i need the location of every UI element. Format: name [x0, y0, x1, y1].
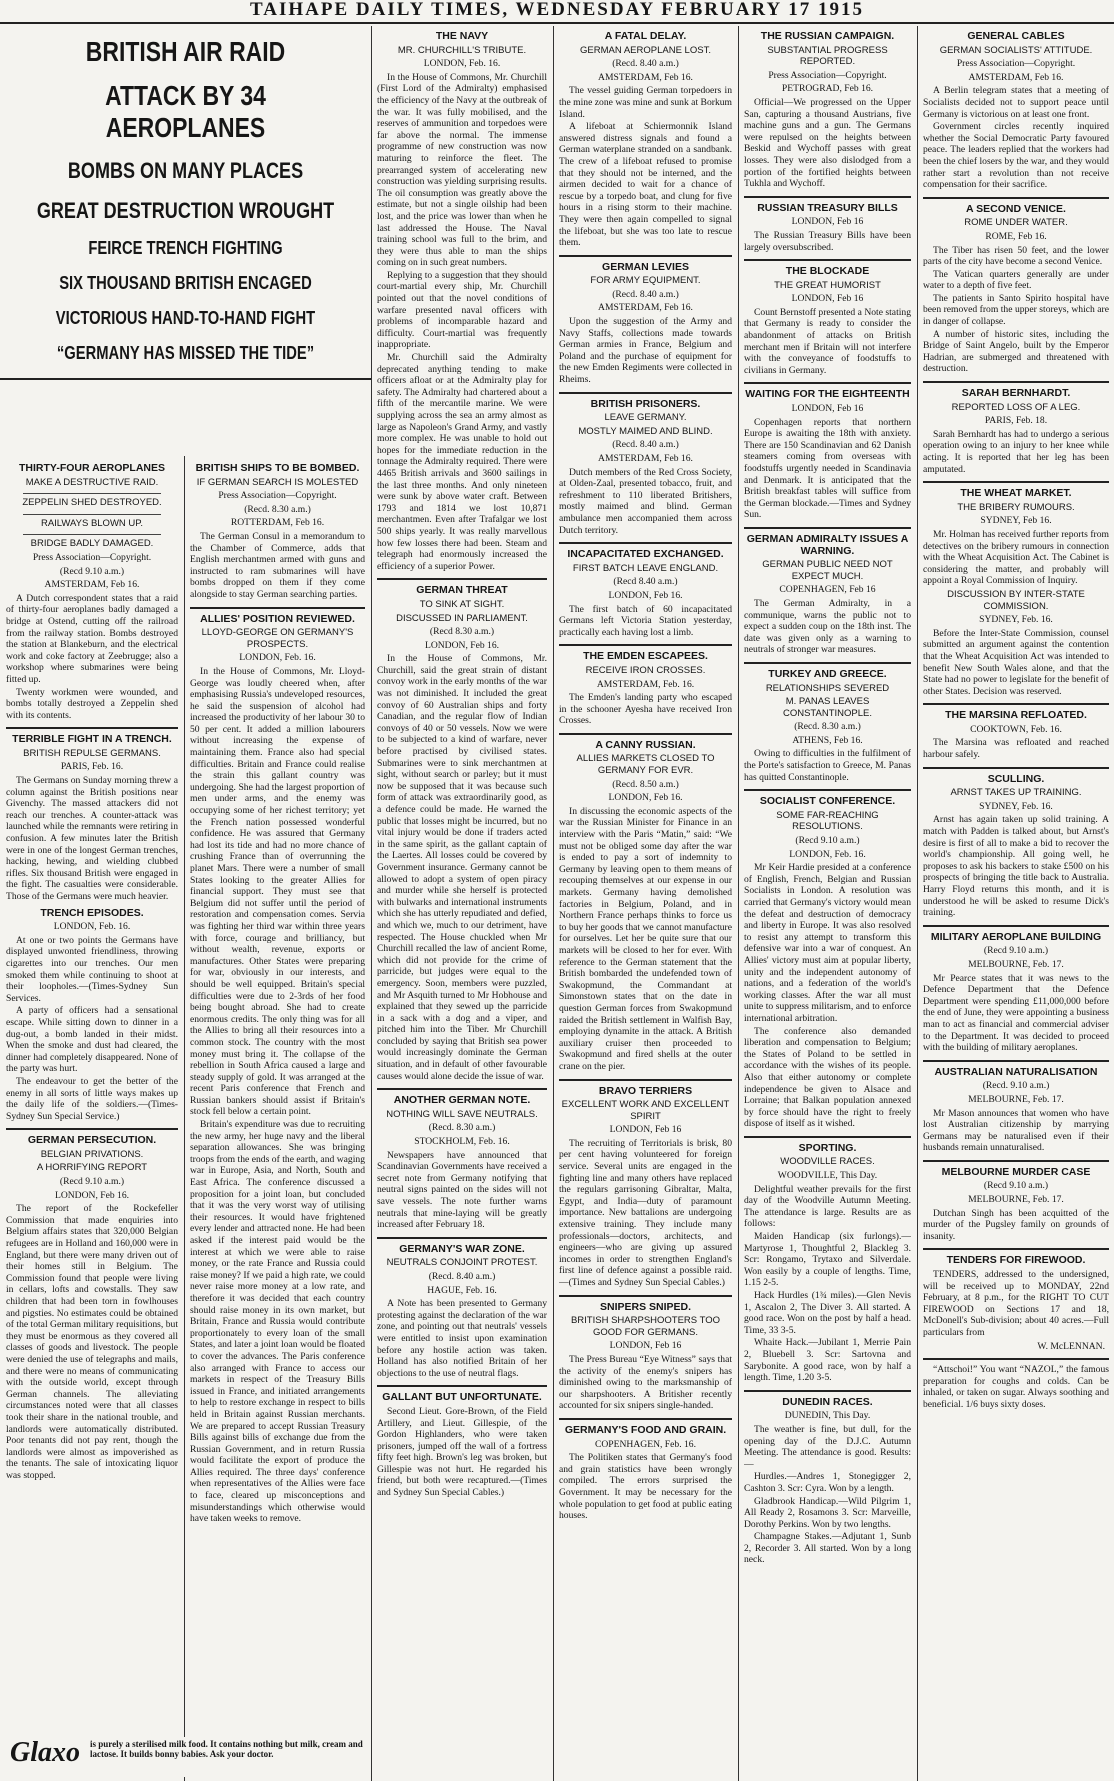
paragraph: The weather is fine, but dull, for the opening day of the D.J.C. Autumn Meeting. The attendance is good. Results:— [744, 1423, 911, 1470]
article-headline: THE NAVY [435, 30, 489, 42]
paragraph: The Vatican quarters generally are under water to a depth of five feet. [923, 268, 1109, 292]
paragraph: Mr Mason announces that women who have lost Australian citizenship by marrying Germans may be naturalised even if their husbands remain unnaturalised. [923, 1107, 1109, 1154]
paragraph: Dutchan Singh has been acquitted of the murder of the Pugsley family on grounds of insanity. [923, 1207, 1109, 1242]
subhead: RAILWAYS BLOWN UP. [40, 517, 144, 529]
dateline: LONDON, Feb 16. [608, 589, 683, 601]
column-rule [371, 26, 372, 1781]
dateline: MELBOURNE, Feb. 17. [968, 958, 1064, 970]
received-time: (Recd. 8.40 a.m.) [428, 1270, 496, 1282]
article-headline: AUSTRALIAN NATURALISATION [934, 1065, 1098, 1078]
received-time: (Recd. 8.50 a.m.) [612, 778, 679, 790]
article-headline: THE WHEAT MARKET. [960, 487, 1072, 500]
paragraph: The Tiber has risen 50 feet, and the lower parts of the city have become a second Venice. [923, 244, 1109, 268]
dateline: PETROGRAD, Feb 16. [781, 83, 874, 95]
paragraph: Hack Hurdles (1¾ miles).—Glen Nevis 1, Ascalon 2, The Diver 3. All started. A good race. Won on the post by half a head. Time, 33 3-5. [744, 1290, 911, 1336]
dateline: AMSTERDAM, Feb 16. [968, 71, 1064, 83]
subhead: FOR ARMY EQUIPMENT. [590, 275, 701, 287]
dateline: AMSTERDAM, Feb. 16. [596, 678, 695, 690]
column-5 [744, 26, 911, 1781]
paragraph: Delightful weather prevails for the first day of the Woodville Autumn Meeting. The attendance is large. Results are as follows: [744, 1183, 911, 1230]
paragraph: A Dutch correspondent states that a raid of thirty-four aeroplanes badly damaged a bridge at Ostend, cutting off the railroad from the railway station. Bombs destroyed the station at Blankeburn, and the electrical work and coke factory at Zeebrugge; also a workshop where submarines were being fitted up. [6, 592, 178, 685]
headline: FEIRCE TRENCH FIGHTING [88, 238, 283, 258]
subhead: M. PANAS LEAVES CONSTANTINOPLE. [782, 696, 873, 719]
dateline: AMSTERDAM, Feb 16. [598, 302, 693, 314]
article-headline: A SECOND VENICE. [966, 202, 1066, 215]
headline: ATTACK BY 34 AEROPLANES [105, 80, 266, 143]
article-headline: MILITARY AEROPLANE BUILDING [930, 930, 1102, 943]
dateline: LONDON, Feb. 16. [239, 652, 316, 664]
headline: “GERMANY HAS MISSED THE TIDE” [56, 343, 315, 363]
subhead: ROME UNDER WATER. [964, 217, 1068, 229]
column-rule [553, 26, 554, 1781]
subhead: BRITISH SHARPSHOOTERS TOO GOOD FOR GERMANS. [570, 1315, 721, 1338]
paragraph: Whaite Hack.—Jubilant 1, Merrie Pain 2, Bluebell 3. Scr: Sartovna and Sarybonite. A good race, won by half a length. Time, 1.20 3-5. [744, 1337, 911, 1384]
article-headline: THIRTY-FOUR AEROPLANES [18, 462, 166, 474]
dateline: LONDON, Feb 16. [54, 1189, 130, 1201]
received-time: (Recd 9.10 a.m.) [983, 1180, 1049, 1192]
headline: BOMBS ON MANY PLACES [67, 158, 304, 183]
dateline: LONDON, Feb. 16. [53, 921, 131, 933]
subhead: SUBSTANTIAL PROGRESS REPORTED. [767, 44, 888, 68]
dateline: ROME, Feb 16. [985, 230, 1047, 242]
dateline: STOCKHOLM, Feb. 16. [414, 1136, 510, 1148]
article-headline: SARAH BERNHARDT. [961, 387, 1071, 400]
paragraph: In the House of Commons, Mr. Churchill, said the great strain of distant convoy work in the early months of the war was not diminished. It included the great convoy of 60 Australian ships and forty Canadian, and the regular flow of Indian convoys of 40 or 50 vessels. Now we were to be subjected to a kind of warfare, never before practised by civilised states. Submarines were to sink merchantmen at sight, without search or parley; but it must now be supposed that it was because such form of attack was extraordinarily good, as a defence could be made. He warned the public that losses might be incurred, but no vital injury would be done if traders acted in the same spirit, as the gallant captain of the Laertes. All losses could be covered by Government insurance. Germany cannot be allowed to adopt a system of open piracy and murder while she herself is protected with bulwarks and international instruments which she has utterly repudiated and defied, and which we, much to our detriment, have respected. The House chuckled when Mr Churchill recalled the law of ancient Rome, which did not provide for the crime of parricide, but judges were equal to the emergency. Soon, members were puzzled, and Mr Asquith turned to Mr Hobhouse and explained that they sewed up the parricide in a sack with a dog and a viper, and pitched him into the Tiber. Mr Churchill concluded by saying that British sea power would increasingly dominate the German situation, and in default of other favourable causes would alone decide the issue of war. [377, 653, 547, 1082]
received-time: (Recd 9.10 a.m.) [59, 565, 125, 577]
received-time: (Recd 8.40 a.m.) [613, 576, 678, 588]
paragraph: Mr. Holman has received further reports from detectives on the bribery rumours in connection with the Wheat Acquisition Act. The Cabinet is considering the matter, and probably will appoint a Royal Commission of Inquiry. [923, 528, 1109, 587]
dateline: LONDON, Feb 16. [424, 639, 500, 651]
article-headline: A FATAL DELAY. [604, 30, 687, 42]
article-headline: SCULLING. [987, 772, 1045, 785]
article-headline: BRITISH PRISONERS. [590, 397, 701, 410]
subhead: THE GREAT HUMORIST [774, 279, 881, 291]
paragraph: A party of officers had a sensational escape. While sitting down to dinner in a dug-out, a bomb landed in their midst. When the smoke and dust had cleared, the dinner had completely disappeared. None of the party was hurt. [6, 1005, 178, 1075]
article-headline: TERRIBLE FIGHT IN A TRENCH. [12, 733, 172, 746]
article-headline: GENERAL CABLES [967, 30, 1065, 42]
paragraph: The first batch of 60 incapacitated Germans left Victoria Station yesterday, practically each having lost a limb. [559, 603, 732, 638]
paragraph: Owing to difficulties in the fulfilment of the Porte's satisfaction to Greece, M. Panas has quitted Constantinople. [744, 748, 911, 783]
dateline: LONDON, Feb 16 [609, 1340, 682, 1352]
advert-text: “Attschoi!” You want “NAZOL,” the famous preparation for coughs and colds. Can be inhaled, or taken on sugar. Always soothing and beneficial. 1/6 buys sixty doses. [923, 1364, 1109, 1410]
article-headline: TURKEY AND GREECE. [768, 667, 887, 680]
paragraph: At one or two points the Germans have displayed unwonted friendliness, throwing cigarettes into our trenches. Our men smoked them while continuing to shoot at their loopholes.—(Times-Sydney Sun Services. [6, 934, 178, 1004]
paragraph: Britain's expenditure was due to recruiting the new army, her huge navy and the liberal separation allowances. She was bringing troops from the ends of the earth, and waging war in Europe, Asia, and North, South and East Africa. The conference discussed a proposition for a joint loan, but concluded that it was the very worst way of utilising their resources. It would have frightened every lender and attracted none. He had been asked if the interest paid would be the interest at which we were able to raise money, or the rate France and Russia could raise money? If we paid a high rate, we could never raise more money at a low rate, and therefore it was decided that each country should raise money in its own market, but Britain, France and Russia would contribute proportionately to every loan of the small States, and later a joint loan would be floated to cover the advances. The Paris conference also arranged with France to access our markets in respect of the Treasury Bills issued in France, and initiated arrangements to help to restore exchange in respect to bills held in Britain against Russian merchants. We are prepared to accept Russian Treasury Bills against bills of exchange due from the Russian Government, and in return Russia would facilitate the export of produce the Allies required. The three days' conference when representatives of the Allies were face to face, cleared up misconceptions and misunderstandings which otherwise would have taken weeks to remove. [190, 1119, 365, 1525]
subhead: FIRST BATCH LEAVE ENGLAND. [572, 562, 719, 574]
article-headline: SPORTING. [798, 1141, 857, 1154]
masthead: TAIHAPE DAILY TIMES, WEDNESDAY FEBRUARY 17 1915 [0, 0, 1114, 24]
paragraph: Official—We progressed on the Upper San, capturing a thousand Austrians, five machine guns and a gun. The Germans were repulsed on the heights between Beskid and Wychoff passes with great losses. They were also dislodged from a portion of the fortified heights between Tukhla and Wychoff. [744, 96, 911, 190]
advert-headline: TENDERS FOR FIREWOOD. [946, 1254, 1086, 1267]
dateline: LONDON, Feb. 16. [789, 848, 866, 860]
paragraph: The Germans on Sunday morning threw a column against the British positions near Givenchy. The massed attackers did not reach our trenches. A counter-attack was launched while the remnants were retiring in confusion. A few minutes later the British were in one of the longest German trenches, hacking, hewing, and wielding clubbed rifles. Six thousand British were engaged in the fight. The casualties were considerable. Those of the Germans were much heavier. [6, 775, 178, 902]
dateline: LONDON, Feb 16 [791, 216, 864, 228]
article-headline: BRAVO TERRIERS [598, 1084, 693, 1097]
article-headline: THE MARSINA REFLOATED. [945, 709, 1087, 722]
subhead: MAKE A DESTRUCTIVE RAID. [25, 476, 159, 488]
article-headline: GERMAN ADMIRALTY ISSUES A WARNING. [746, 532, 909, 557]
article-headline: GALLANT BUT UNFORTUNATE. [382, 1391, 542, 1404]
subhead: GERMAN PUBLIC NEED NOT EXPECT MUCH. [762, 559, 893, 582]
subhead: DISCUSSED IN PARLIAMENT. [396, 612, 528, 624]
credit: Press Association—Copyright. [218, 490, 337, 502]
article-headline: THE EMDEN ESCAPEES. [583, 650, 708, 663]
paragraph: The German Consul in a memorandum to the Chamber of Commerce, adds that English merchantmen armed with guns and instructed to ram submarines will have bombs dropped on them if they come alongside to stay German searching parties. [190, 530, 365, 600]
subhead: LEAVE GERMANY. [604, 412, 687, 424]
column-3 [377, 26, 547, 1781]
subhead: SOME FAR-REACHING RESOLUTIONS. [776, 809, 879, 833]
subhead: RECEIVE IRON CROSSES. [585, 664, 706, 676]
article-headline: SNIPERS SNIPED. [599, 1300, 692, 1313]
dateline: COPENHAGEN, Feb. 16. [594, 1438, 696, 1450]
paragraph: Sarah Bernhardt has had to undergo a serious operation owing to an injury to her knee while acting. It is reported that her leg has been amputated. [923, 428, 1109, 475]
subhead: BELGIAN PRIVATIONS. [40, 1148, 144, 1160]
paragraph: Twenty workmen were wounded, and bombs totally destroyed a Zeppelin shed with its contents. [6, 686, 178, 721]
headline: BRITISH AIR RAID [85, 36, 286, 67]
paragraph: In discussing the economic aspects of the war the Russian Minister for Finance in an interview with the Paris “Matin,” said: “We must not be obliged some day after the war is ended to pay a sort of indemnity to Germany by leaving open to them means of recouping themselves at our expense in our markets. Germany having demolished factories in Belgium, Poland, and in Northern France perhaps thinks to force us to buy her goods that we cannot manufacture for ourselves. Let her be quite sure that our markets will be closed to her for ever. With reference to the German statement that the British bombarded the undefended town of Swakopmund, the Commandant at Simonstown states that on the date in question German forces from Swakopmund raided the British settlement in Walfish Bay, employing dynamite in the attack. A British auxiliary cruiser then proceeded to Swakopmund and fired shells at the outer crane on the pier. [559, 805, 732, 1072]
paragraph: A lifeboat at Schiermonnik Island answered distress signals and found a German waterplane stranded on a sandbank. The crew of a lifeboat refused to promise that they should not be interned, and the airmen decided to wait for a chance of rescue by a torpedo boat, and clung for five hours in a rising storm to their machine. They were then again compelled to signal the lifeboat, but she was too late to rescue them. [559, 121, 732, 249]
dateline: COPENHAGEN, Feb 16 [779, 584, 876, 596]
subhead: A HORRIFYING REPORT [36, 1162, 148, 1174]
column-rule [917, 26, 918, 1781]
dateline: WOODVILLE, This Day. [777, 1170, 878, 1182]
subhead: NOTHING WILL SAVE NEUTRALS. [386, 1108, 538, 1120]
article-headline: SOCIALIST CONFERENCE. [759, 795, 896, 808]
paragraph: Maiden Handicap (six furlongs).—Martyrose 1, Thoughtful 2, Blackleg 3. Scr: Rongamo, Trytaxo and Silverdale. Won easily by a couple of lengths. Time, 1.15 2-5. [744, 1231, 911, 1289]
subhead: EXCELLENT WORK AND EXCELLENT SPIRIT [561, 1099, 730, 1122]
received-time: (Recd. 8.30 a.m.) [794, 721, 861, 733]
article-headline: GERMAN THREAT [416, 584, 508, 597]
received-time: (Recd 9.10 a.m.) [59, 1176, 125, 1188]
advert-signature: W. McLENNAN. [1037, 1340, 1105, 1352]
paragraph: Arnst has again taken up solid training. A match with Padden is talked about, but Arnst's desire is first of all to make a bid to recover the world's championship. All going well, he proposes to ask his backers to stake £500 on his prospects of bringing the title back to Australia. Harry Floyd returns this month, and it is understood he will be asked to resume Dick's training. [923, 814, 1109, 919]
received-time: (Recd 9.10 a.m.) [795, 835, 860, 847]
dateline: MELBOURNE, Feb. 17. [968, 1093, 1064, 1105]
paragraph: Government circles recently inquired whether the Social Democratic Party favoured peace. The leaders replied that the workers had been the chief losers by the war, and they would rather start a revolution than not receive compensation for their sacrifice. [923, 121, 1109, 191]
article-headline: ALLIES' POSITION REVIEWED. [200, 612, 355, 625]
credit: Press Association—Copyright. [32, 551, 152, 563]
article-headline: A CANNY RUSSIAN. [595, 738, 696, 751]
article-headline: DUNEDIN RACES. [782, 1395, 873, 1408]
paragraph: Champagne Stakes.—Adjutant 1, Sunb 2, Recorder 3. All started. Won by a long neck. [744, 1531, 911, 1566]
paragraph: Dutch members of the Red Cross Society, at Olden-Zaal, presented tobacco, fruit, and refreshment to 110 liberated Britishers, mostly maimed and blind. German ambulance men accompanied them across Dutch territory. [559, 466, 732, 536]
dateline: PARIS, Feb. 16. [60, 761, 124, 773]
main-headline-block [0, 26, 371, 456]
article-headline: GERMAN PERSECUTION. [27, 1134, 157, 1147]
article-headline: RUSSIAN TREASURY BILLS [757, 201, 898, 214]
received-time: (Recd. 8.30 a.m.) [428, 1122, 496, 1134]
headline: SIX THOUSAND BRITISH ENCAGED [59, 273, 312, 293]
dateline: LONDON, Feb 16 [791, 403, 864, 415]
paragraph: The Politiken states that Germany's food and grain statistics have been wrongly compiled. The errors surprised the Government. It may be necessary for the whole population to get food at public eating houses. [559, 1452, 732, 1522]
article-headline: ANOTHER GERMAN NOTE. [393, 1094, 531, 1107]
paragraph: The Marsina was refloated and reached harbour safely. [923, 737, 1109, 761]
paragraph: Second Lieut. Gore-Brown, of the Field Artillery, and Lieut. Gillespie, of the Gordon Highlanders, who were taken prisoners, jumped off the wall of a fortress fifty feet high. Brown's leg was broken, but Gillespie was not hurt. He regarded his friend, but both were recaptured.—(Times and Sydney Sun Special Cables.) [377, 1405, 547, 1499]
advert-text: TENDERS, addressed to the undersigned, will be received up to MONDAY, 22nd February, at 8 p.m., for the RIGHT TO CUT FIREWOOD on Sections 17 and 18, McDonell's Sub-division; about 40 acres.—Full particulars from [923, 1269, 1109, 1338]
paragraph: Newspapers have announced that Scandinavian Governments have received a secret note from Germany notifying that neutral signs painted on the sides will not save vessels. The note further warns neutrals that mine-laying will be greatly increased after February 18. [377, 1149, 547, 1231]
glaxo-advert [10, 1737, 370, 1777]
dateline: ROTTERDAM, Feb 16. [230, 517, 325, 529]
dateline: HAGUE, Feb. 16. [427, 1284, 497, 1296]
paragraph: A Berlin telegram states that a meeting of Socialists decided not to support peace until Germany is victorious on at least one front. [923, 85, 1109, 120]
dateline: LONDON, Feb 16. [608, 792, 683, 804]
dateline: COOKTOWN, Feb. 16. [970, 723, 1062, 735]
paragraph: Mr Keir Hardie presided at a conference of English, French, Belgian and Russian Socialists in London. A resolution was carried that Germany's victory would mean the defeat and destruction of democracy and liberty in Europe. It was also resolved to resist any attempt to transform this defensive war into a war of conquest. An Allies' victory must aim at popular liberty, unity and the independent autonomy of nations, and a federation of the world's working classes. After the war all must unite to suppress militarism, and to enforce international arbitration. [744, 862, 911, 1024]
dateline: DUNEDIN, This Day. [784, 1410, 871, 1422]
article-headline: WAITING FOR THE EIGHTEENTH [745, 388, 910, 401]
subhead: NEUTRALS CONJOINT PROTEST. [386, 1257, 538, 1269]
article-headline: THE RUSSIAN CAMPAIGN. [760, 30, 895, 42]
subhead: MOSTLY MAIMED AND BLIND. [578, 425, 713, 437]
article-headline: GERMAN LEVIES [602, 260, 689, 273]
subhead: MR. CHURCHILL'S TRIBUTE. [397, 44, 527, 56]
paragraph: Replying to a suggestion that they should court-martial every ship, Mr. Churchill pointed out that the novel conditions of warfare presented naval officers with problems of incomparable hazard and difficulty. Court-martial was frequently inappropriate. [377, 269, 547, 351]
paragraph: The report of the Rockefeller Commission that made enquiries into Belgium affairs states that 320,000 Belgian refugees are in Holland and 160,000 were in England, but there were many driven out of their homes still in Belgium. The Commission found that people were living in cellars, lofts and cowstalls. They saw children that had been torn in fowlhouses and pigsties. No estimates could be obtained of the total German military requisitions, but they must be enormous as they covered all classes of goods and livestock. The people were denied the use of telegraphs and mails, and there were no means of communicating with the outside world, except through German channels. The alleviating circumstances noted were that all classes took their share in the national trouble, and landlords were automatically distributed. Poor tenants did not pay rent, though the landlords were almost as impoverished as the tenants. The sale of intoxicating liquor was stopped. [6, 1203, 178, 1481]
paragraph: The Emden's landing party who escaped in the schooner Ayesha have received Iron Crosses. [559, 692, 732, 727]
dateline: SYDNEY, Feb. 16. [979, 614, 1053, 626]
paragraph: Before the Inter-State Commission, counsel submitted an argument against the contention that the Wheat Acquisition Act was intended to benefit New South Wales alone, and that the State had no power to legislate for the benefit of other States. Decision was reserved. [923, 627, 1109, 697]
headline: VICTORIOUS HAND-TO-HAND FIGHT [55, 308, 316, 328]
subhead: REPORTED LOSS OF A LEG. [951, 401, 1081, 413]
paragraph: Gladbrook Handicap.—Wild Pilgrim 1, All Ready 2, Rosamons 3. Scr: Marveille, Dorothy Perkins. Won by two lengths. [744, 1495, 911, 1530]
paragraph: The endeavour to get the better of the enemy in all sorts of little ways makes up the daily life of the soldiers.—(Times-Sydney Sun Special Service.) [6, 1075, 178, 1122]
subhead: LLOYD-GEORGE ON GERMANY'S PROSPECTS. [201, 627, 354, 650]
glaxo-logo: Glaxo [10, 1737, 80, 1768]
dateline: AMSTERDAM, Feb 16. [598, 453, 693, 464]
paragraph: Mr. Churchill said the Admiralty deprecated anything tending to make officers afloat or at the Admiralty play for safety. The Admiralty had chartered about a fifth of the mercantile marine. We were supplying across the sea an army almost as large as Napoleon's Grand Army, and vastly more complex. He was unable to hold out hopes for the immediate reduction in the tonnage the Admiralty required. There were 4465 British arrivals and 3600 sailings in the last three months. And only nineteen were sunk by above water craft. Between 1793 and 1814 we lost 10,871 merchantmen. Even after Trafalgar we lost 500 ships yearly. It was really marvellous how few losses there had been. Steam and telegraph had enormously increased the efficiency of a superior Power. [377, 352, 547, 572]
credit: Press Association—Copyright. [768, 69, 887, 81]
subhead: ALLIES MARKETS CLOSED TO GERMANY FOR EVR. [576, 753, 715, 777]
dateline: SYDNEY, Feb. 16. [979, 800, 1053, 812]
column-1 [6, 458, 178, 1733]
received-time: (Recd 8.30 a.m.) [429, 626, 495, 638]
dateline: PARIS, Feb. 18. [984, 415, 1048, 427]
dateline: ATHENS, Feb 16. [792, 734, 863, 746]
paragraph: Count Bernstoff presented a Note stating that Germany is ready to consider the abandonment of attacks on British merchant men if Britain will not interfere with the conveyance of foodstuffs to civilians in Germany. [744, 306, 911, 376]
received-time: (Recd. 8.40 a.m.) [612, 58, 679, 70]
article-headline: BRITISH SHIPS TO BE BOMBED. [195, 462, 360, 474]
received-time: (Recd. 8.40 a.m.) [612, 439, 679, 451]
paragraph: Copenhagen reports that northern Europe is awaiting the 18th with anxiety. There are 150 Scandinavian and 62 Danish steamers coming from overseas with foodstuffs urgently needed in Scandinavia and Denmark. It is anticipated that the British breakfast tables will suffice from the German blockade.—Times and Sydney Sun. [744, 416, 911, 521]
dateline: AMSTERDAM, Feb 16. [598, 71, 693, 83]
subhead: ARNST TAKES UP TRAINING. [950, 787, 1082, 799]
dateline: AMSTERDAM, Feb 16. [44, 579, 140, 591]
subhead: GERMAN AEROPLANE LOST. [580, 44, 711, 56]
subhead: GERMAN SOCIALISTS' ATTITUDE. [939, 44, 1093, 56]
paragraph: In the House of Commons, Mr. Churchill (First Lord of the Admiralty) emphasised the efficiency of the Navy at the outbreak of the war. It was fully mobilised, and the reserves of ammunition and torpedoes were far above the normal. The immense programme of new construction was now maturing to reinforce the fleet. The prearranged system of accelerating new construction was yielding surprising results. The oil consumption was greatly above the estimate, but not a single oilship had been lost, and the price was lower than when he last addressed the House. The Naval training school was full to the brim, and they were thus able to man the ships coming on in such great numbers. [377, 71, 547, 269]
paragraph: Upon the suggestion of the Army and Navy Staffs, collections made towards German armies in France, Belgium and Poland and the purchase of equipment for the new Emden Regiments were collected in Rheims. [559, 316, 732, 386]
article-headline: THE BLOCKADE [785, 265, 870, 278]
paragraph: The vessel guiding German torpedoers in the mine zone was mine and sunk at Borkum Island. [559, 85, 732, 120]
dateline: SYDNEY, Feb 16. [980, 515, 1052, 527]
article-headline: GERMANY'S FOOD AND GRAIN. [564, 1423, 727, 1436]
subhead: THE BRIBERY RUMOURS. [957, 501, 1075, 513]
received-time: (Recd 9.10 a.m.) [983, 945, 1049, 957]
subhead: TO SINK AT SIGHT. [419, 598, 505, 610]
column-4 [559, 26, 732, 1781]
article-headline: MELBOURNE MURDER CASE [941, 1165, 1091, 1178]
subhead: RELATIONSHIPS SEVERED [765, 682, 890, 694]
column-rule [738, 26, 739, 1781]
column-2 [190, 458, 365, 1778]
advert-text: is purely a sterilised milk food. It contains nothing but milk, cream and lactose. It builds bonny babies. Ask your doctor. [90, 1739, 363, 1759]
dateline: MELBOURNE, Feb. 17. [968, 1194, 1064, 1206]
subhead: WOODVILLE RACES. [780, 1156, 875, 1168]
paragraph: Hurdles.—Andres 1, Stonegigger 2, Cashton 3. Scr: Cyra. Won by a length. [744, 1471, 911, 1494]
subhead: BRIDGE BADLY DAMAGED. [30, 538, 154, 550]
paragraph: The recruiting of Territorials is brisk, 80 per cent having volunteered for foreign service. Several units are engaged in the fighting line and many others have replaced the regulars garrisoning Gibraltar, Malta, Egypt, and India—duty of paramount importance. New battalions are undergoing extensive training. They include many professionals—doctors, architects, and engineers—who are giving up assured incomes in order to strengthen England's first line of defence against a possible raid.—(Times and Sydney Sun Special Cables.) [559, 1137, 732, 1288]
received-time: (Recd. 8.40 a.m.) [612, 288, 679, 300]
dateline: LONDON, Feb. 16. [423, 58, 501, 70]
article-headline: INCAPACITATED EXCHANGED. [567, 548, 724, 561]
dateline: LONDON, Feb 16 [609, 1124, 682, 1136]
paragraph: A number of historic sites, including the Bridge of Saint Angelo, built by the Emperor Hadrian, are submerged and threatened with destruction. [923, 328, 1109, 375]
paragraph: In the House of Commons, Mr. Lloyd-George was loudly cheered when, after emphasising Russia's undeveloped resources, he said the suspension of alcohol had increased the productivity of her labour 30 to 50 per cent. It added a million labourers without increasing the expense of maintaining them. France also had special difficulties. Britain and France could realise the strain this gallant country was undergoing. She had the largest proportion of men under arms, and the enemy was occupying some of her richest territory; yet the French nation possessed wonderful confidence. He was assured that Germany had lost its tide and had no more chance of crushing France than of overrunning the planet Mars. There were a number of small States looking to the greater Allies for financial support. They must see that Belgium did not suffer until the period of restoration and compensation comes. Servia was fighting her third war within three years with force, courage and brilliancy, but without wealth, revenue, exports or manufactures. Other States were preparing for war, obviously in our interests, and should be well equipped. Britain's special difficulties were due to 2-3rds of her food being bought abroad. She had to create enormous credits. The only thing was for all the Allies to bring all their resources into a common stock. The country with the most money must bring it. The collapse of the rebellion in South Africa caused a large and steady supply of gold. It was arranged at the recent Paris conference that French and Russian bankers should assist if Britain's stock fell below a certain point. [190, 665, 365, 1118]
paragraph: The Press Bureau “Eye Witness” says that the activity of the enemy's snipers has diminished owing to the marksmanship of our sharpshooters. A Britisher recently accounted for six snipers single-handed. [559, 1353, 732, 1412]
received-time: (Recd. 9.10 a.m.) [982, 1080, 1050, 1092]
paragraph: The Russian Treasury Bills have been largely oversubscribed. [744, 229, 911, 253]
dateline: LONDON, Feb 16 [791, 293, 864, 305]
credit: Press Association—Copyright. [956, 58, 1076, 70]
headline: GREAT DESTRUCTION WROUGHT [36, 198, 335, 223]
article-headline: TRENCH EPISODES. [40, 906, 144, 919]
subhead: BRITISH REPULSE GERMANS. [23, 747, 161, 759]
subhead: IF GERMAN SEARCH IS MOLESTED [196, 476, 359, 488]
received-time: (Recd. 8.30 a.m.) [244, 503, 311, 515]
article-headline: GERMANY'S WAR ZONE. [399, 1242, 525, 1255]
paragraph: The conference also demanded liberation and compensation to Belgium; the States of Poland to be settled in accordance with the wishes of its people. Also that either autonomy or complete independence be given to Alsace and Lorraine; that Balkan population annexed by force should have the right to freely dispose of itself as it wished. [744, 1025, 911, 1130]
paragraph: Mr Pearce states that it was news to the Defence Department that the Defence Department were spending £11,000,000 before the end of June, they were appointing a business man to act as financial and commercial adviser to the Department. It was decided to proceed with the building of military aeroplanes. [923, 972, 1109, 1054]
paragraph: The German Admiralty, in a communique, warns the public not to expect a sudden coup on the 18th inst. The date was given only as a warning to neutrals of stronger war measures. [744, 597, 911, 656]
subhead: DISCUSSION BY INTER-STATE COMMISSION. [947, 588, 1085, 612]
paragraph: A Note has been presented to Germany protesting against the declaration of the war zone, and pointing out that neutrals' vessels were entitled to insist upon examination before any hostile action was taken. Holland has also notified Britain of her objections to the use of neutral flags. [377, 1298, 547, 1379]
subhead: ZEPPELIN SHED DESTROYED. [22, 497, 162, 509]
paragraph: The patients in Santo Spirito hospital have been removed from the upper storeys, which are in danger of collapse. [923, 292, 1109, 328]
column-6 [923, 26, 1109, 1781]
